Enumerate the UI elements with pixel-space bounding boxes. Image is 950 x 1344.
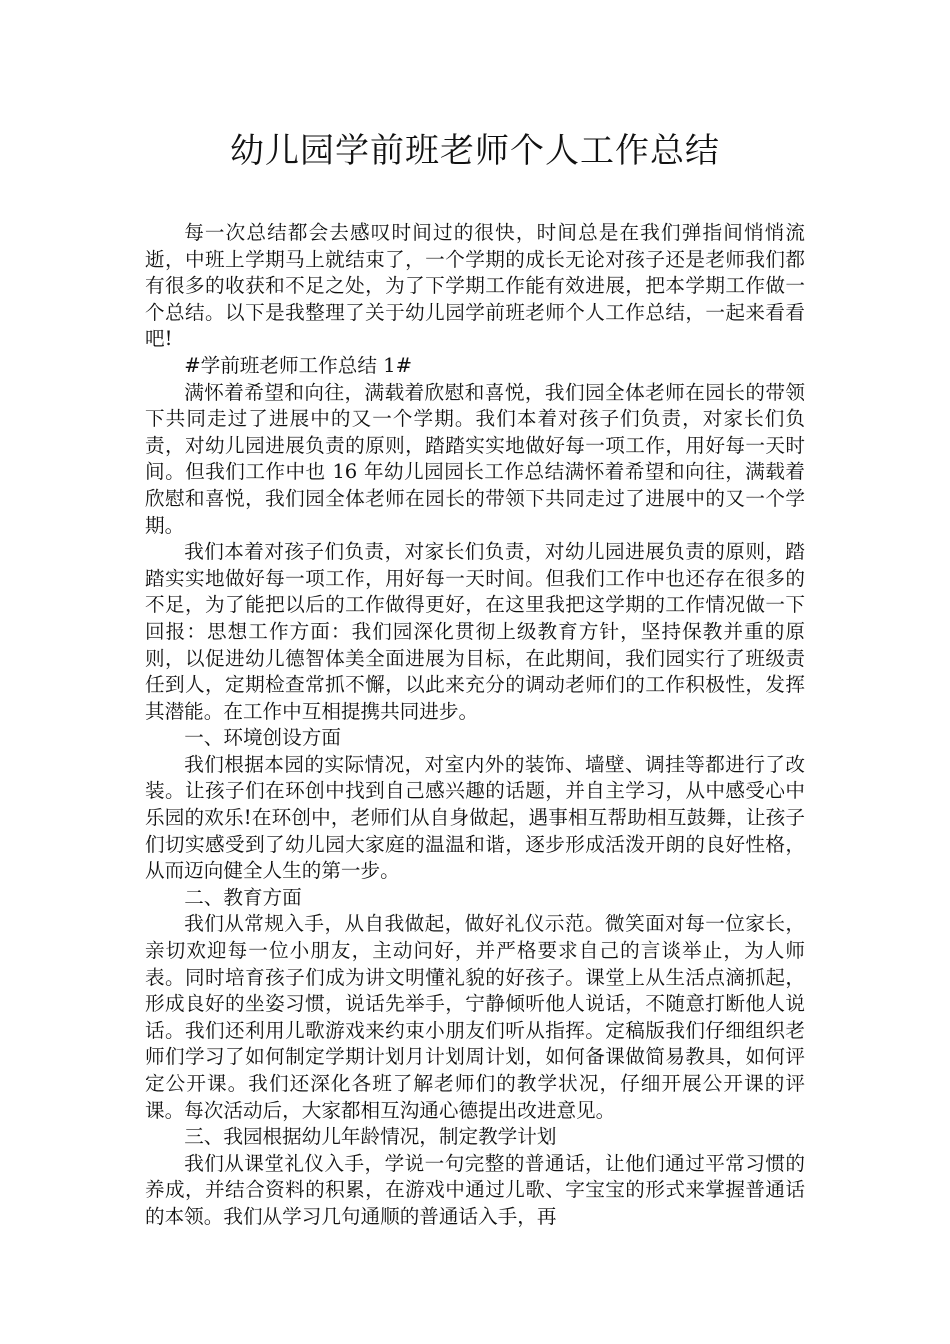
section-heading-education: 二、教育方面 [184, 885, 302, 909]
body-paragraph: 我们根据本园的实际情况，对室内外的装饰、墙壁、调挂等都进行了改装。让孩子们在环创中找到自己感兴趣的话题，并自主学习，从中感受心中乐园的欢乐!在环创中，老师们从自身做起，遇事相互帮助相互鼓舞，让孩子们切实感受到了幼儿园大家庭的温温和谐，逐步形成活泼开朗的良好性格，从而迈向健全人生的第一步。 [145, 752, 805, 883]
section-heading-teaching-plan: 三、我园根据幼儿年龄情况，制定教学计划 [184, 1125, 557, 1149]
body-paragraph: 我们从常规入手，从自我做起，做好礼仪示范。微笑面对每一位家长，亲切欢迎每一位小朋友，主动问好，并严格要求自己的言谈举止，为人师表。同时培育孩子们成为讲文明懂礼貌的好孩子。课堂上从生活点滴抓起，形成良好的坐姿习惯，说话先举手，宁静倾听他人说话，不随意打断他人说话。我们还利用儿歌游戏来约束小朋友们听从指挥。定稿版我们仔细组织老师们学习了如何制定学期计划月计划周计划，如何备课做简易教具，如何评定公开课。我们还深化各班了解老师们的教学状况，仔细开展公开课的评课。每次活动后，大家都相互沟通心德提出改进意见。 [145, 912, 805, 1122]
intro-paragraph: 每一次总结都会去感叹时间过的很快，时间总是在我们弹指间悄悄流逝，中班上学期马上就结束了，一个学期的成长无论对孩子还是老师我们都有很多的收获和不足之处，为了下学期工作能有效进展，把本学期工作做一个总结。以下是我整理了关于幼儿园学前班老师个人工作总结，一起来看看吧! [145, 221, 805, 351]
section-heading-summary-1: #学前班老师工作总结 1# [184, 353, 413, 377]
body-paragraph: 满怀着希望和向往，满载着欣慰和喜悦，我们园全体老师在园长的带领下共同走过了进展中的又一个学期。我们本着对孩子们负责，对家长们负责，对幼儿园进展负责的原则，踏踏实实地做好每一项工作，用好每一天时间。但我们工作中也 16 年幼儿园园长工作总结满怀着希望和向往，满载着欣慰和喜悦，我们园全体老师在园长的带领下共同走过了进展中的又一个学期。 [145, 380, 805, 537]
section-heading-environment: 一、环境创设方面 [184, 726, 341, 750]
body-paragraph: 我们本着对孩子们负责，对家长们负责，对幼儿园进展负责的原则，踏踏实实地做好每一项工作，用好每一天时间。但我们工作中也还存在很多的不足，为了能把以后的工作做得更好，在这里我把这学期的工作情况做一下回报：思想工作方面：我们园深化贯彻上级教育方针，坚持保教并重的原则，以促进幼儿德智体美全面进展为目标，在此期间，我们园实行了班级责任到人，定期检查常抓不懈，以此来充分的调动老师们的工作积极性，发挥其潜能。在工作中互相提携共同进步。 [145, 540, 805, 723]
document-body [145, 220, 805, 1231]
document-title: 幼儿园学前班老师个人工作总结 [230, 131, 720, 171]
body-paragraph: 我们从课堂礼仪入手，学说一句完整的普通话，让他们通过平常习惯的养成，并结合资料的积累，在游戏中通过儿歌、字宝宝的形式来掌握普通话的本领。我们从学习几句通顺的普通话入手，再 [145, 1151, 805, 1228]
